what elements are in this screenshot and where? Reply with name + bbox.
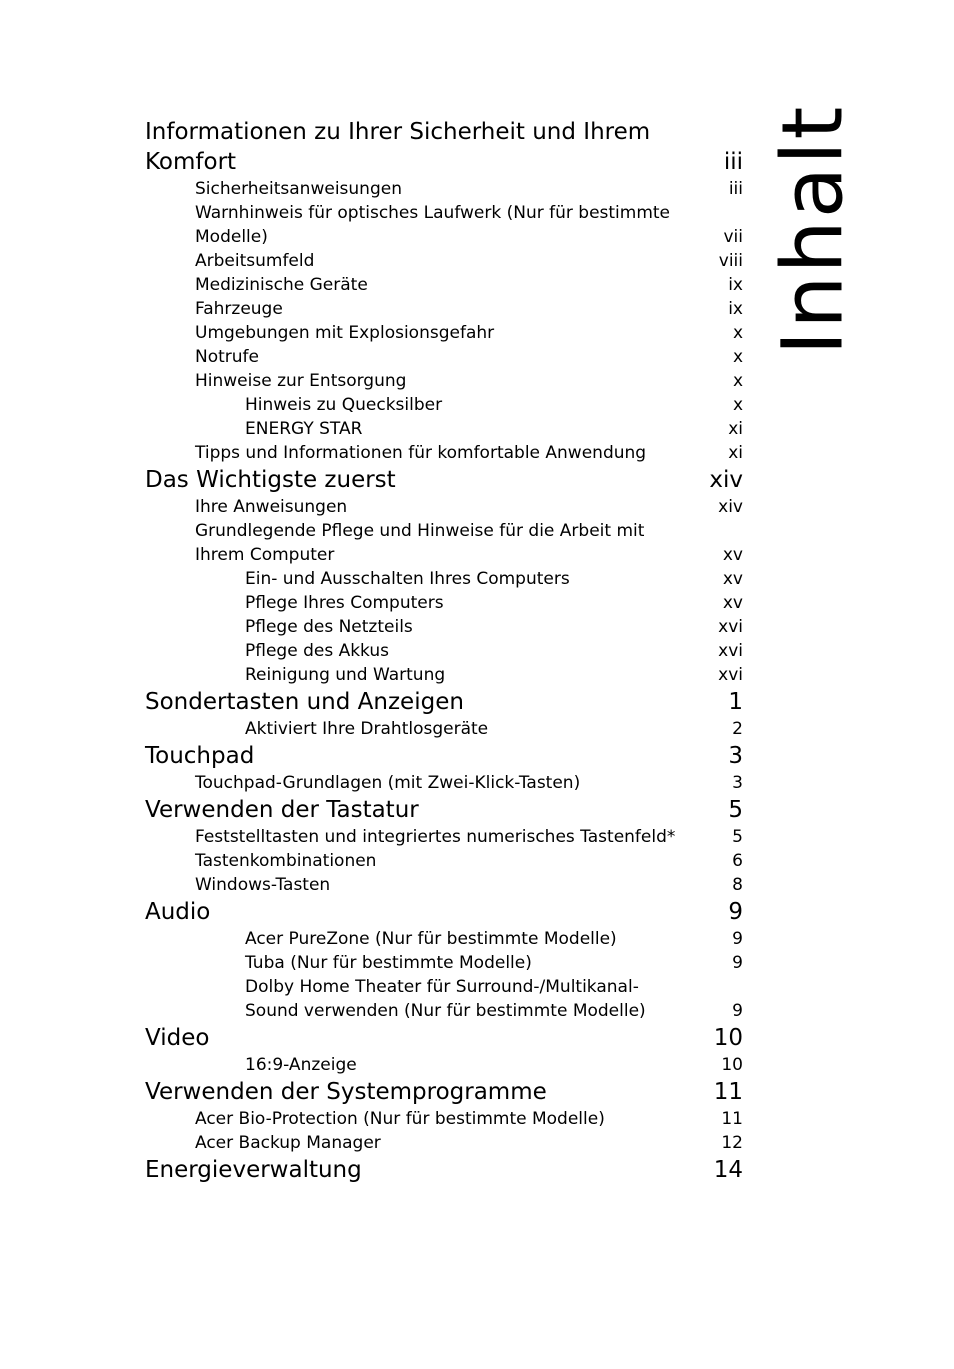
toc-page-number: xiv (718, 497, 743, 517)
toc-page-number: 5 (732, 827, 743, 847)
toc-page-number: xvi (718, 617, 743, 637)
toc-page-number: 3 (728, 743, 743, 769)
toc-page-number: iii (728, 179, 743, 199)
toc-page-number: xi (728, 419, 743, 439)
toc-page-number: 1 (728, 689, 743, 715)
chapter-title-vertical (752, 104, 872, 356)
chapter-title-text: Inhalt (763, 104, 861, 356)
toc-page-number: 9 (728, 899, 743, 925)
toc-entry[interactable] (145, 345, 743, 369)
toc-entry-title: Fahrzeuge (195, 299, 283, 319)
toc-page-number: 10 (721, 1055, 743, 1075)
toc-entry-title: Aktiviert Ihre Drahtlosgeräte (245, 719, 489, 739)
toc-entry-title: Pflege des Netzteils (245, 617, 413, 637)
toc-entry-title: Feststelltasten und integriertes numerisches Tastenfeld* (195, 827, 676, 847)
toc-section-entry[interactable] (145, 1023, 743, 1053)
toc-entry-title: Medizinische Geräte (195, 275, 368, 295)
toc-entry-title: Acer Bio-Protection (Nur für bestimmte Modelle) (195, 1109, 605, 1129)
toc-section-title: Informationen zu Ihrer Sicherheit und Ihrem Komfort (145, 119, 651, 175)
toc-subentry[interactable] (145, 975, 743, 1023)
toc-page-number: xv (722, 569, 743, 589)
toc-entry[interactable] (145, 441, 743, 465)
toc-entry-title: Hinweise zur Entsorgung (195, 371, 407, 391)
toc-subentry[interactable] (145, 927, 743, 951)
toc-section-title: Das Wichtigste zuerst (145, 467, 396, 493)
toc-subentry[interactable] (145, 663, 743, 687)
toc-entry-title: Grundlegende Pflege und Hinweise für die Arbeit mit Ihrem Computer (195, 521, 645, 565)
toc-entry[interactable] (145, 273, 743, 297)
toc-entry-title: Arbeitsumfeld (195, 251, 315, 271)
toc-subentry[interactable] (145, 639, 743, 663)
toc-entry[interactable] (145, 297, 743, 321)
toc-entry[interactable] (145, 249, 743, 273)
toc-page-number: x (732, 371, 743, 391)
toc-entry-title: Pflege des Akkus (245, 641, 390, 661)
toc-entry-title: Warnhinweis für optisches Laufwerk (Nur für bestimmte Modelle) (195, 203, 671, 247)
toc-entry-title: Tipps und Informationen für komfortable Anwendung (195, 443, 647, 463)
toc-subentry[interactable] (145, 615, 743, 639)
toc-entry-title: Notrufe (195, 347, 259, 367)
table-of-contents (145, 117, 743, 1185)
toc-page-number: 2 (732, 719, 743, 739)
toc-page-number: 10 (713, 1025, 743, 1051)
toc-entry[interactable] (145, 201, 743, 249)
toc-entry-title: Pflege Ihres Computers (245, 593, 444, 613)
toc-page-number: 12 (721, 1133, 743, 1153)
toc-page-number: ix (728, 275, 743, 295)
toc-entry-title: Dolby Home Theater für Surround-/Multikanal-Sound verwenden (Nur für bestimmte Modelle) (245, 977, 646, 1021)
toc-page-number: iii (723, 149, 743, 175)
toc-entry-title: Tastenkombinationen (195, 851, 377, 871)
toc-page-number: xi (728, 443, 743, 463)
toc-entry-title: Windows-Tasten (195, 875, 331, 895)
toc-section-title: Energieverwaltung (145, 1157, 362, 1183)
toc-page-number: ix (728, 299, 743, 319)
toc-page-number: 9 (732, 953, 743, 973)
toc-entry[interactable] (145, 495, 743, 519)
toc-section-title: Audio (145, 899, 211, 925)
toc-entry[interactable] (145, 849, 743, 873)
toc-entry-title: Sicherheitsanweisungen (195, 179, 402, 199)
toc-entry-title: Ein- und Ausschalten Ihres Computers (245, 569, 570, 589)
toc-entry[interactable] (145, 1107, 743, 1131)
toc-entry[interactable] (145, 825, 743, 849)
toc-section-title: Verwenden der Tastatur (145, 797, 419, 823)
toc-page-number: xv (722, 545, 743, 565)
toc-entry[interactable] (145, 873, 743, 897)
toc-page-number: x (732, 347, 743, 367)
toc-page-number: 9 (732, 929, 743, 949)
toc-entry-title: Reinigung und Wartung (245, 665, 446, 685)
toc-section-entry[interactable] (145, 795, 743, 825)
toc-page-number: xiv (709, 467, 743, 493)
toc-subentry[interactable] (145, 951, 743, 975)
toc-entry-title: Acer PureZone (Nur für bestimmte Modelle) (245, 929, 617, 949)
toc-page-number: 5 (728, 797, 743, 823)
toc-page-number: 14 (713, 1157, 743, 1183)
toc-section-entry[interactable] (145, 741, 743, 771)
toc-section-entry[interactable] (145, 117, 743, 177)
toc-entry[interactable] (145, 519, 743, 567)
toc-entry-title: ENERGY STAR (245, 419, 363, 439)
toc-page-number: 8 (732, 875, 743, 895)
toc-page-number: x (732, 395, 743, 415)
toc-entry[interactable] (145, 771, 743, 795)
toc-page-number: 11 (713, 1079, 743, 1105)
toc-page-number: xvi (718, 641, 743, 661)
toc-page-number: xvi (718, 665, 743, 685)
toc-page-number: x (732, 323, 743, 343)
toc-subentry[interactable] (145, 717, 743, 741)
toc-subentry[interactable] (145, 393, 743, 417)
toc-subentry[interactable] (145, 417, 743, 441)
toc-page-number: 11 (721, 1109, 743, 1129)
toc-entry[interactable] (145, 369, 743, 393)
toc-section-entry[interactable] (145, 897, 743, 927)
toc-page-number: vii (723, 227, 743, 247)
toc-section-entry[interactable] (145, 1077, 743, 1107)
toc-page-number: 9 (732, 1001, 743, 1021)
toc-entry-title: 16:9-Anzeige (245, 1055, 357, 1075)
toc-subentry[interactable] (145, 591, 743, 615)
toc-entry-title: Umgebungen mit Explosionsgefahr (195, 323, 495, 343)
toc-section-title: Sondertasten und Anzeigen (145, 689, 464, 715)
toc-entry-title: Ihre Anweisungen (195, 497, 348, 517)
toc-section-title: Touchpad (145, 743, 255, 769)
toc-entry-title: Acer Backup Manager (195, 1133, 381, 1153)
toc-entry-title: Touchpad-Grundlagen (mit Zwei-Klick-Tasten) (195, 773, 581, 793)
toc-entry-title: Tuba (Nur für bestimmte Modelle) (245, 953, 532, 973)
toc-subentry[interactable] (145, 567, 743, 591)
toc-section-title: Verwenden der Systemprogramme (145, 1079, 547, 1105)
toc-section-entry[interactable] (145, 687, 743, 717)
toc-entry-title: Hinweis zu Quecksilber (245, 395, 443, 415)
toc-subentry[interactable] (145, 1053, 743, 1077)
toc-page-number: xv (722, 593, 743, 613)
toc-entry[interactable] (145, 177, 743, 201)
toc-section-entry[interactable] (145, 465, 743, 495)
toc-section-entry[interactable] (145, 1155, 743, 1185)
toc-page-number: 6 (732, 851, 743, 871)
toc-page-number: viii (718, 251, 743, 271)
toc-section-title: Video (145, 1025, 210, 1051)
toc-entry[interactable] (145, 1131, 743, 1155)
toc-entry[interactable] (145, 321, 743, 345)
toc-page-number: 3 (732, 773, 743, 793)
